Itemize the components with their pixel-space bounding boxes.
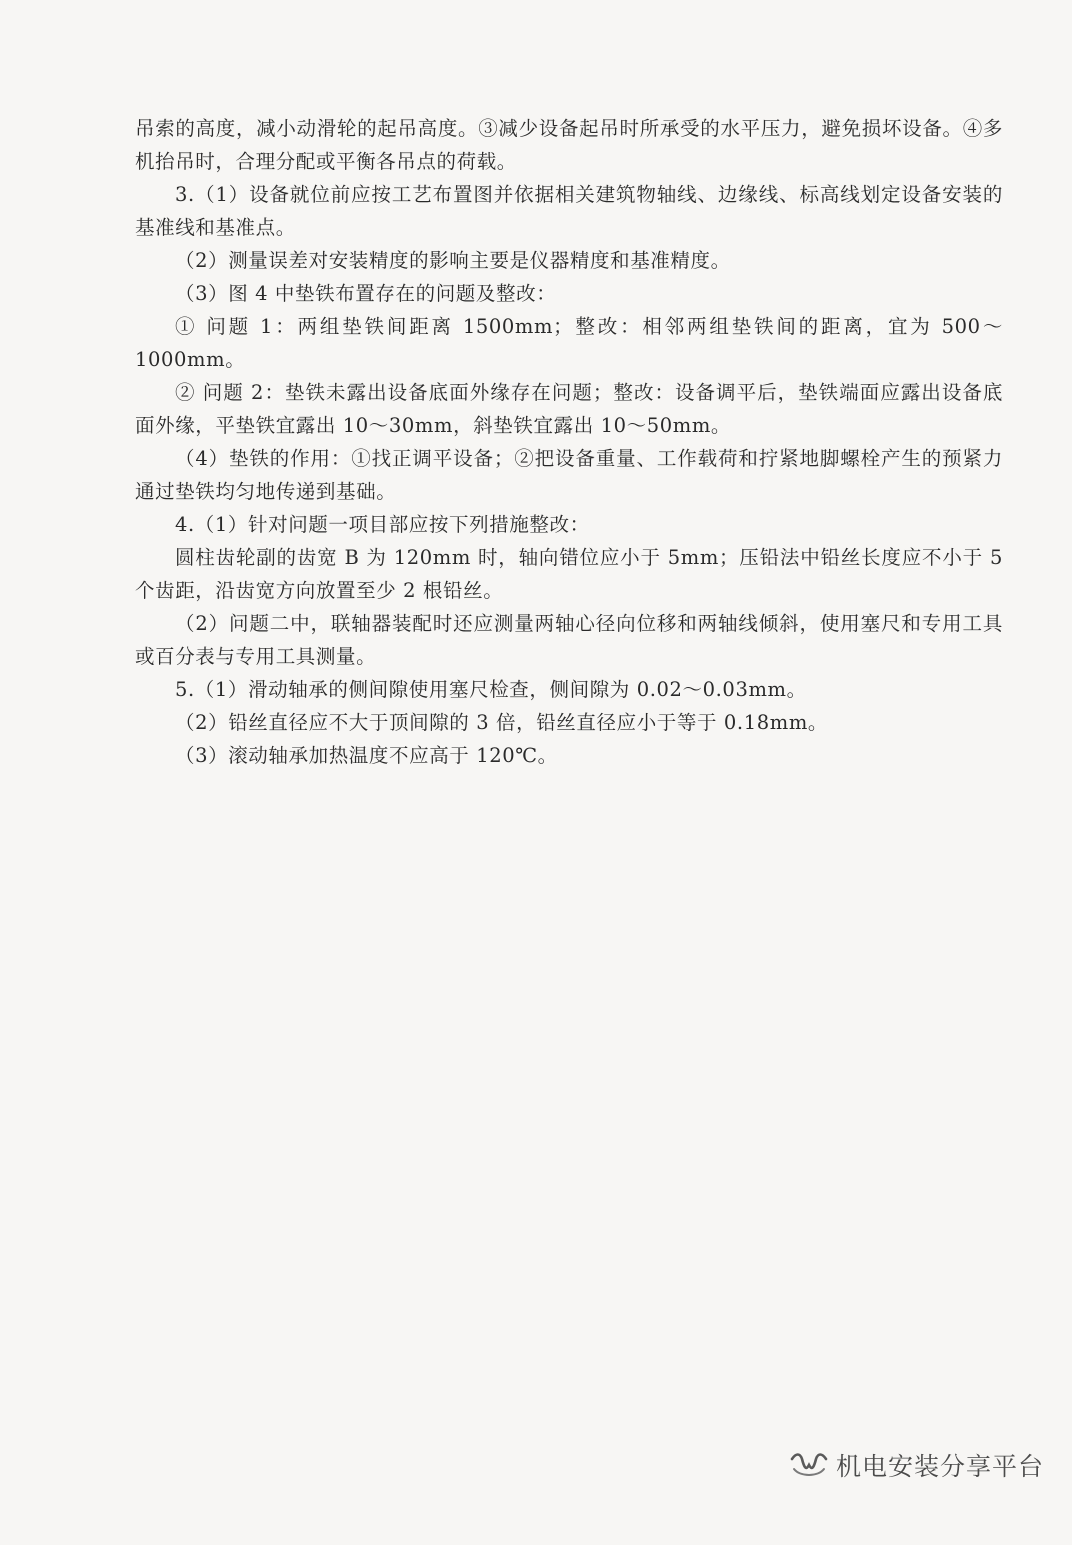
paragraph-1: 吊索的高度，减小动滑轮的起吊高度。③减少设备起吊时所承受的水平压力，避免损坏设备。④多机抬吊时，合理分配或平衡各吊点的荷载。 xyxy=(135,117,1003,173)
paragraph-4: （3）图 4 中垫铁布置存在的问题及整改： xyxy=(175,282,557,305)
paragraph-5: ① 问题 1：两组垫铁间距离 1500mm；整改：相邻两组垫铁间的距离，宜为 500～1000mm。 xyxy=(135,315,1003,371)
paragraph-6: ② 问题 2：垫铁未露出设备底面外缘存在问题；整改：设备调平后，垫铁端面应露出设备底面外缘，平垫铁宜露出 10～30mm，斜垫铁宜露出 10～50mm。 xyxy=(135,381,1003,437)
paragraph-12: （2）铅丝直径应不大于顶间隙的 3 倍，铅丝直径应小于等于 0.18mm。 xyxy=(175,711,829,734)
paragraph-13: （3）滚动轴承加热温度不应高于 120℃。 xyxy=(175,744,558,767)
watermark xyxy=(788,1447,1044,1483)
paragraph-8: 4.（1）针对问题一项目部应按下列措施整改： xyxy=(175,513,590,536)
wechat-channel-icon xyxy=(788,1449,830,1481)
paragraph-2: 3.（1）设备就位前应按工艺布置图并依据相关建筑物轴线、边缘线、标高线划定设备安装的基准线和基准点。 xyxy=(135,183,1003,239)
paragraph-7: （4）垫铁的作用：①找正调平设备；②把设备重量、工作载荷和拧紧地脚螺栓产生的预紧力通过垫铁均匀地传递到基础。 xyxy=(135,447,1003,503)
paragraph-11: 5.（1）滑动轴承的侧间隙使用塞尺检查，侧间隙为 0.02～0.03mm。 xyxy=(175,678,807,701)
watermark-label: 机电安装分享平台 xyxy=(836,1452,1045,1481)
paragraph-3: （2）测量误差对安装精度的影响主要是仪器精度和基准精度。 xyxy=(175,249,731,272)
answer-text xyxy=(135,112,1003,772)
paragraph-9: 圆柱齿轮副的齿宽 B 为 120mm 时，轴向错位应小于 5mm；压铅法中铅丝长度应不小于 5 个齿距，沿齿宽方向放置至少 2 根铅丝。 xyxy=(135,546,1003,602)
paragraph-10: （2）问题二中，联轴器装配时还应测量两轴心径向位移和两轴线倾斜，使用塞尺和专用工具或百分表与专用工具测量。 xyxy=(135,612,1003,668)
